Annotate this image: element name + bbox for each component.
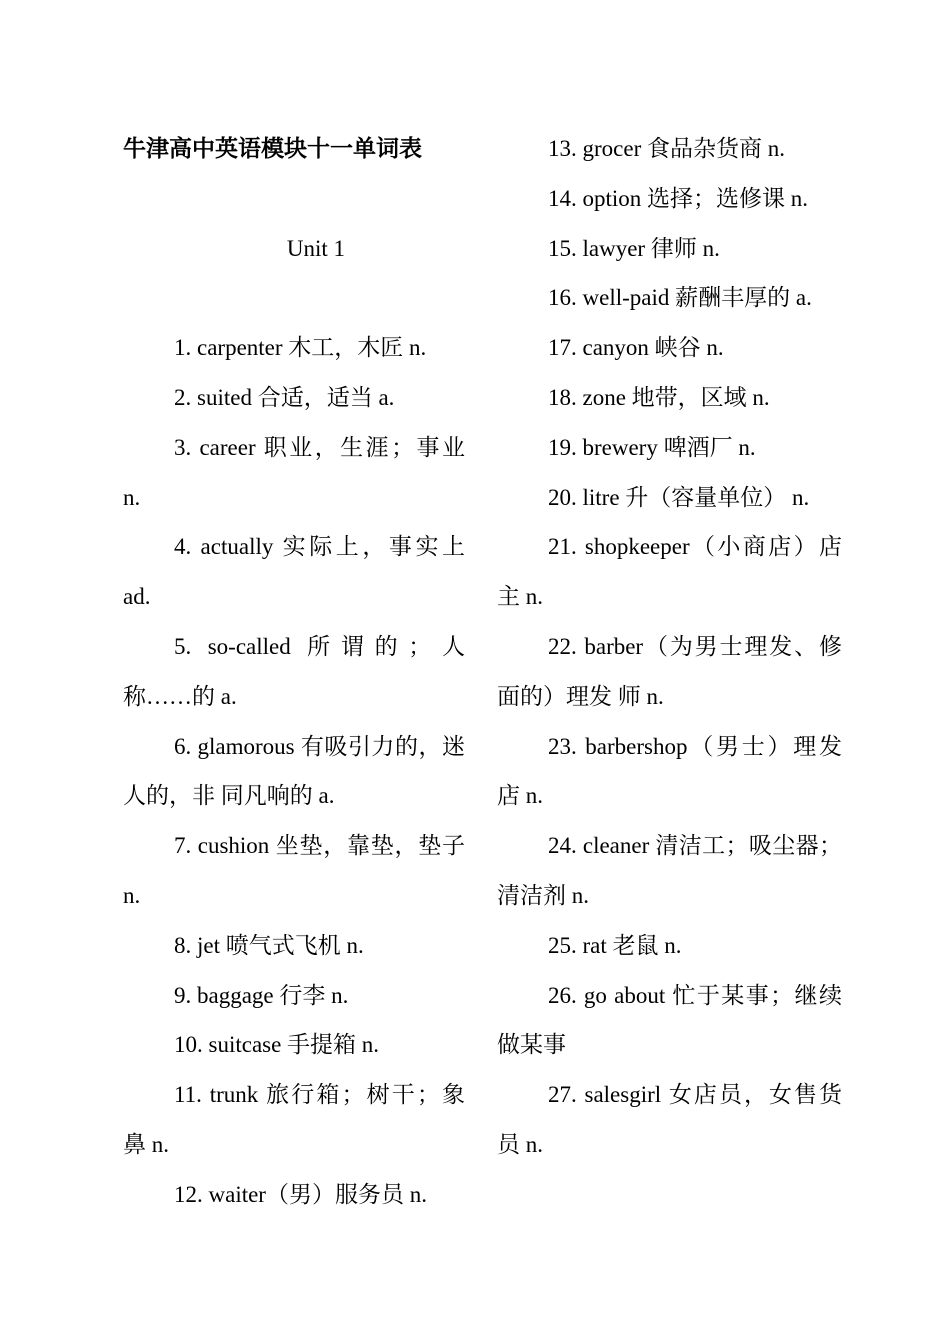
vocab-entry: 25. rat 老鼠 n. [548, 932, 682, 958]
vocab-entry: 17. canyon 峡谷 n. [548, 335, 724, 361]
vocab-entry: 20. litre 升（容量单位） n. [548, 484, 810, 510]
vocab-entry: 1. carpenter 木工，木匠 n. [174, 335, 427, 361]
vocab-entry: 14. option 选择；选修课 n. [548, 185, 809, 211]
unit-heading: Unit 1 [286, 235, 346, 261]
vocab-entry: 19. brewery 啤酒厂 n. [548, 434, 756, 460]
right-column [497, 124, 842, 1170]
vocab-entry: 4. actually 实际上，事实上 ad. [123, 534, 465, 610]
document-title: 牛津高中英语模块十一单词表 [123, 136, 422, 161]
vocab-entry: 15. lawyer 律师 n. [548, 235, 720, 261]
vocab-entry: 8. jet 喷气式飞机 n. [174, 932, 364, 958]
vocab-entry: 9. baggage 行李 n. [174, 982, 349, 1008]
vocab-entry: 7. cushion 坐垫，靠垫，垫子 n. [123, 833, 465, 908]
vocab-entry: 26. go about 忙于某事；继续做某事 [497, 982, 842, 1058]
blank-line [123, 273, 465, 323]
blank-line [123, 174, 465, 224]
vocab-entry: 24. cleaner 清洁工；吸尘器；清洁剂 n. [497, 833, 842, 908]
vocab-entry: 2. suited 合适，适当 a. [174, 384, 395, 410]
vocab-entry: 11. trunk 旅行箱；树干；象鼻 n. [123, 1082, 465, 1157]
vocab-entry: 13. grocer 食品杂货商 n. [548, 136, 785, 161]
vocab-entry: 18. zone 地带，区域 n. [548, 384, 770, 410]
vocab-entry: 21. shopkeeper（小商店）店主 n. [497, 534, 842, 610]
vocab-entry: 23. barbershop（男士）理发店 n. [497, 733, 842, 809]
vocab-entry: 5. so-called 所谓的；人称……的 a. [123, 633, 465, 709]
vocab-entry: 10. suitcase 手提箱 n. [174, 1032, 380, 1058]
vocab-entry: 22. barber（为男士理发、修面的）理发 师 n. [497, 633, 842, 709]
vocab-entry: 6. glamorous 有吸引力的，迷人的，非 同凡响的 a. [123, 733, 465, 809]
vocab-entry: 12. waiter（男）服务员 n. [174, 1181, 427, 1207]
vocab-entry: 3. career 职业，生涯；事业 n. [123, 434, 465, 510]
vocab-entry: 16. well-paid 薪酬丰厚的 a. [548, 285, 812, 311]
left-column [123, 124, 465, 1220]
vocab-entry: 27. salesgirl 女店员，女售货员 n. [497, 1082, 842, 1157]
